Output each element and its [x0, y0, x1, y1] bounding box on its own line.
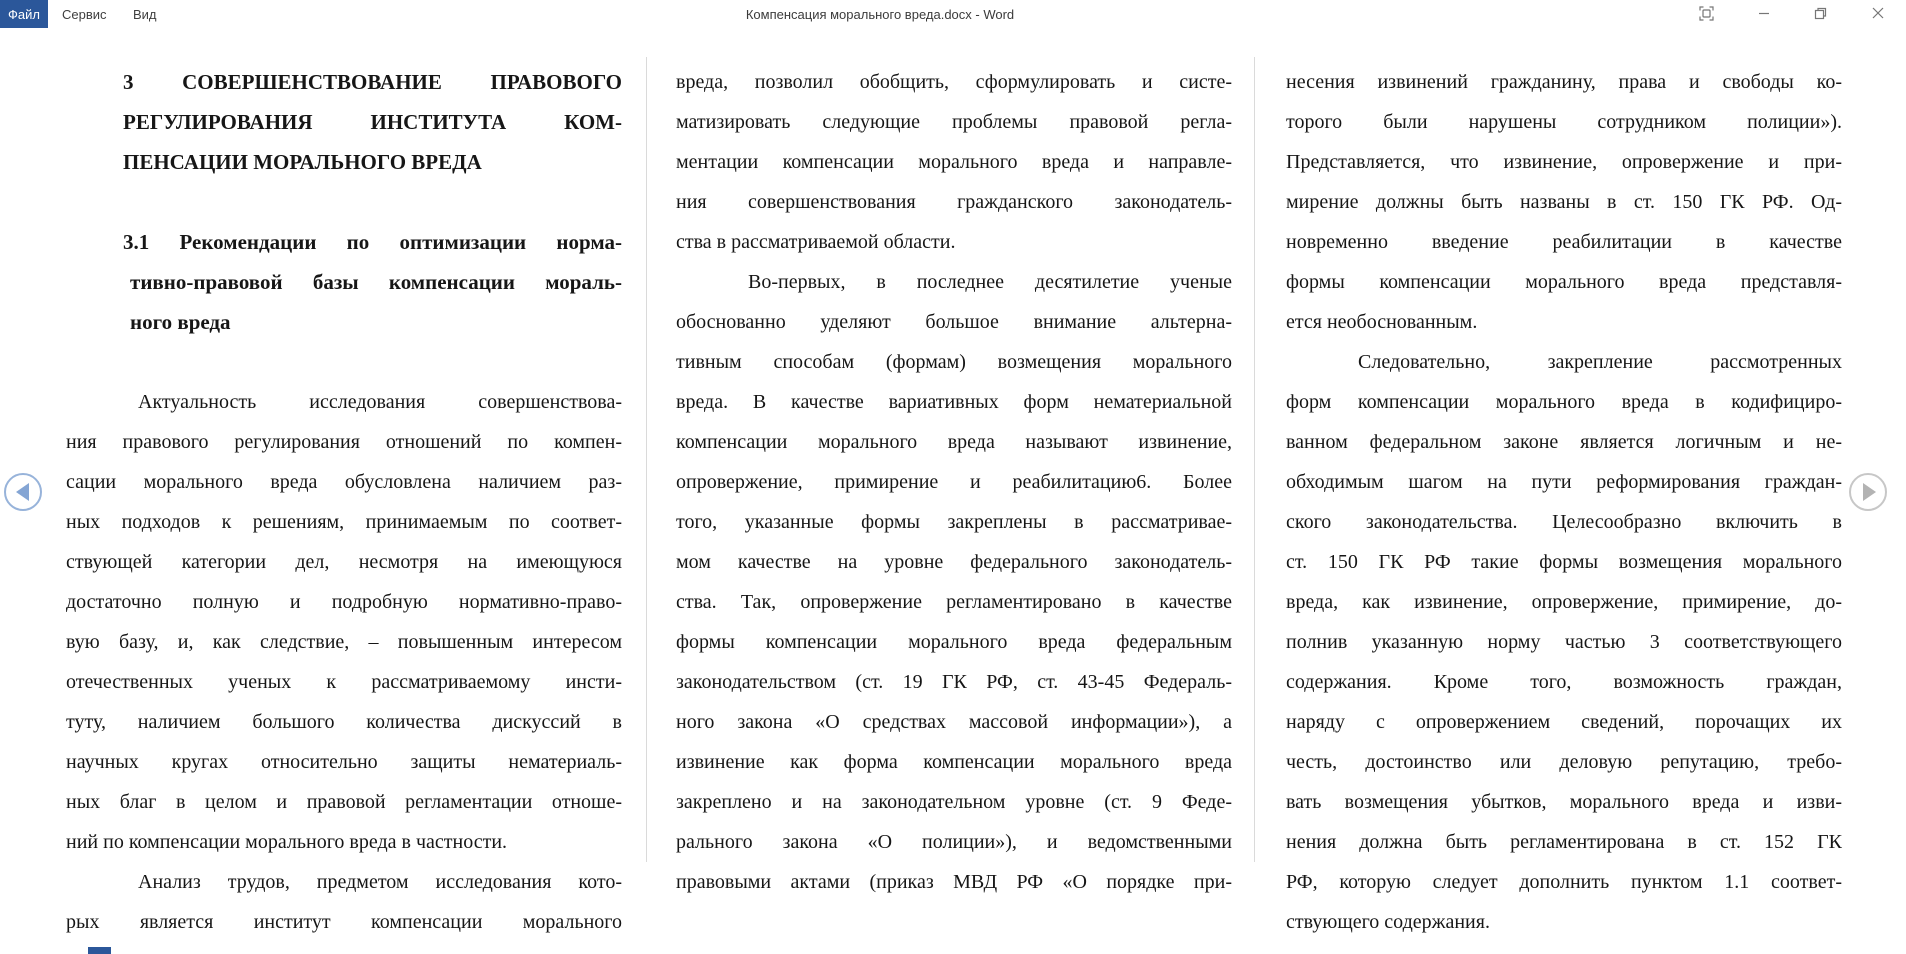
text-line: новременно введение реабилитации в качестве [1286, 231, 1842, 253]
text-line: научных кругах относительно защиты нематериаль- [66, 751, 622, 773]
status-bar-fragment [88, 947, 111, 954]
title-bar [0, 0, 1906, 28]
text-line: ний по компенсации морального вреда в частности. [66, 831, 508, 853]
column-divider [1254, 57, 1255, 862]
triangle-right-icon [1863, 483, 1876, 501]
text-line: опровержение, примирение и реабилитацию6. Более [676, 471, 1232, 493]
text-line: Актуальность исследования совершенствова- [138, 391, 622, 413]
text-line: ется необоснованным. [1286, 311, 1478, 333]
text-line: тивным способам (формам) возмещения морального [676, 351, 1232, 373]
text-line: сации морального вреда обусловлена наличием раз- [66, 471, 622, 493]
text-line: того, указанные формы закреплены в рассматривае- [676, 511, 1232, 533]
text-line: вреда. В качестве вариативных форм нематериальной [676, 391, 1232, 413]
text-line: ского законодательства. Целесообразно включить в [1286, 511, 1842, 533]
heading-block [66, 62, 622, 182]
text-line: закреплено и на законодательном уровне (ст. 9 Феде- [676, 791, 1232, 813]
text-line: ния совершенствования гражданского законодатель- [676, 191, 1232, 213]
para-block [676, 262, 1232, 902]
subheading-block [66, 222, 622, 342]
text-line: законодательством (ст. 19 ГК РФ, ст. 43-45 Федераль- [676, 671, 1232, 693]
ribbon-display-options-icon [1699, 6, 1714, 24]
triangle-left-icon [16, 483, 29, 501]
text-line: ствующего содержания. [1286, 911, 1490, 933]
column-1 [66, 62, 622, 942]
text-line: торого были нарушены сотрудником полиции»). [1286, 111, 1842, 133]
text-line: ментации компенсации морального вреда и направле- [676, 151, 1232, 173]
text-line: РЕГУЛИРОВАНИЯ ИНСТИТУТА КОМ- [123, 110, 622, 134]
text-line: мирение должны быть названы в ст. 150 ГК РФ. Од- [1286, 191, 1842, 213]
text-line: отечественных ученых к рассматриваемому инсти- [66, 671, 622, 693]
text-line: Анализ трудов, предметом исследования кото- [138, 871, 622, 893]
para-block [66, 862, 622, 942]
restore-button[interactable] [1792, 0, 1849, 29]
text-line: вреда, позволил обобщить, сформулировать и систе- [676, 71, 1232, 93]
text-line: обходимым шагом на пути реформирования граждан- [1286, 471, 1842, 493]
text-line: Представляется, что извинение, опровержение и при- [1286, 151, 1842, 173]
text-line: 3 СОВЕРШЕНСТВОВАНИЕ ПРАВОВОГО [123, 70, 622, 94]
restore-down-icon [1814, 7, 1827, 23]
column-2 [676, 62, 1232, 902]
text-line: ного вреда [130, 310, 231, 334]
column-divider [646, 57, 647, 862]
text-line: нения должна быть регламентирована в ст. 152 ГК [1286, 831, 1842, 853]
text-line: ных благ в целом и правовой регламентации отноше- [66, 791, 622, 813]
text-line: мом качестве на уровне федерального законодатель- [676, 551, 1232, 573]
column-3 [1286, 62, 1842, 942]
text-line: Следовательно, закрепление рассмотренных [1358, 351, 1842, 373]
text-line: компенсации морального вреда называют извинение, [676, 431, 1232, 453]
text-line: формы компенсации морального вреда федеральным [676, 631, 1232, 653]
text-line: матизировать следующие проблемы правовой регла- [676, 111, 1232, 133]
text-line: ства. Так, опровержение регламентировано в качестве [676, 591, 1232, 613]
text-line: рального закона «О полиции»), и ведомственными [676, 831, 1232, 853]
text-line: обоснованно уделяют большое внимание альтерна- [676, 311, 1232, 333]
text-line: полнив указанную норму частью 3 соответствующего [1286, 631, 1842, 653]
text-line: ного закона «О средствах массовой информации»), а [676, 711, 1232, 733]
file-tab[interactable]: Файл [0, 0, 48, 28]
text-line: форм компенсации морального вреда в кодифициро- [1286, 391, 1842, 413]
text-line: формы компенсации морального вреда представля- [1286, 271, 1842, 293]
text-line: ст. 150 ГК РФ такие формы возмещения морального [1286, 551, 1842, 573]
text-line: туту, наличием большого количества дискуссий в [66, 711, 622, 733]
window-controls [1678, 0, 1906, 29]
text-line: ных подходов к решениям, принимаемым по соответ- [66, 511, 622, 533]
text-line: достаточно полную и подробную нормативно-право- [66, 591, 622, 613]
text-line: извинение как форма компенсации морального вреда [676, 751, 1232, 773]
text-line: содержания. Кроме того, возможность граждан, [1286, 671, 1842, 693]
previous-page-button[interactable] [4, 473, 42, 511]
para-block [66, 382, 622, 862]
next-page-button[interactable] [1849, 473, 1887, 511]
text-line: ствующей категории дел, несмотря на имеющуюся [66, 551, 622, 573]
text-line: наряду с опровержением сведений, порочащих их [1286, 711, 1842, 733]
text-line: вреда, как извинение, опровержение, примирение, до- [1286, 591, 1842, 613]
document-title: Компенсация морального вреда.docx - Word [745, 6, 1015, 22]
para-block [676, 62, 1232, 262]
menu-vid[interactable]: Вид [133, 6, 157, 22]
para-block [1286, 62, 1842, 342]
para-block [1286, 342, 1842, 942]
text-line: ния правового регулирования отношений по компен- [66, 431, 622, 453]
text-line: РФ, которую следует дополнить пунктом 1.1 соответ- [1286, 871, 1842, 893]
text-line: Во-первых, в последнее десятилетие ученые [748, 271, 1232, 293]
text-line: ПЕНСАЦИИ МОРАЛЬНОГО ВРЕДА [123, 150, 482, 174]
text-line: вую базу, и, как следствие, – повышенным интересом [66, 631, 622, 653]
text-line: тивно-правовой базы компенсации мораль- [130, 270, 622, 294]
text-line: рых является институт компенсации морального [66, 911, 622, 933]
text-line: честь, достоинство или деловую репутацию, требо- [1286, 751, 1842, 773]
text-line: правовыми актами (приказ МВД РФ «О порядке при- [676, 871, 1232, 893]
text-line: вать возмещения убытков, морального вреда и изви- [1286, 791, 1842, 813]
text-line: несения извинений гражданину, права и свободы ко- [1286, 71, 1842, 93]
ribbon-display-options-button[interactable] [1678, 0, 1735, 29]
text-line: ванном федеральном законе является логичным и не- [1286, 431, 1842, 453]
minimize-button[interactable] [1735, 0, 1792, 29]
text-line: 3.1 Рекомендации по оптимизации норма- [123, 230, 622, 254]
close-button[interactable] [1849, 0, 1906, 29]
menu-servis[interactable]: Сервис [62, 6, 107, 22]
minimize-icon [1758, 7, 1770, 22]
text-line: ства в рассматриваемой области. [676, 231, 956, 253]
close-icon [1872, 7, 1884, 22]
